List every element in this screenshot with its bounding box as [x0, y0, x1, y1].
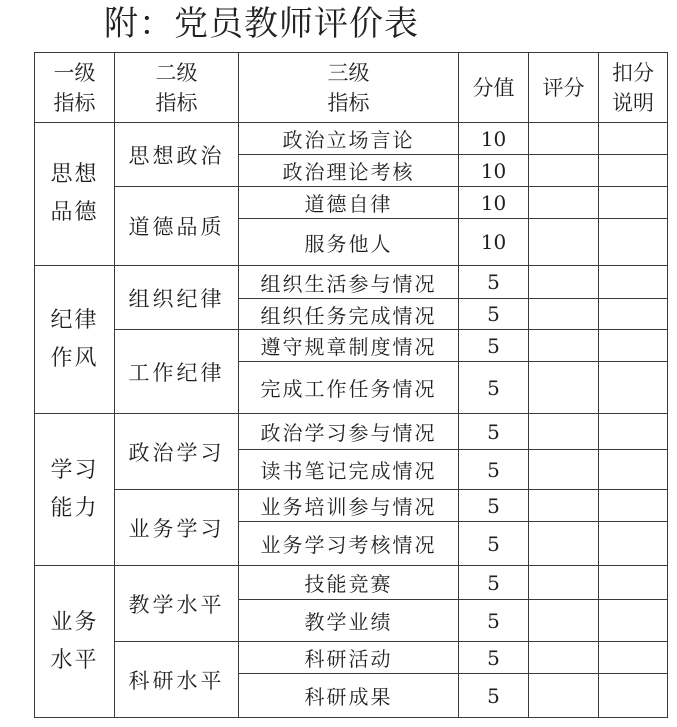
deduction-cell[interactable]	[599, 450, 668, 490]
table-row	[35, 266, 668, 299]
header-level1-line2: 指标	[53, 90, 96, 115]
level1-text-line1: 纪律	[50, 307, 99, 333]
level1-text-line2: 品德	[50, 200, 99, 225]
score-cell: 10	[459, 187, 529, 219]
deduction-cell[interactable]	[599, 155, 668, 187]
rating-cell[interactable]	[529, 266, 599, 299]
level1-cell	[35, 123, 115, 266]
header-level3-line1: 三级	[327, 60, 370, 85]
header-rating: 评分	[529, 53, 599, 123]
level3-cell: 组织生活参与情况	[239, 266, 459, 299]
header-level1-line1: 一级	[53, 60, 96, 85]
level1-text-line1: 思想	[50, 162, 99, 187]
level3-cell: 科研成果	[239, 674, 459, 718]
table-row	[35, 123, 668, 155]
table-row	[35, 187, 668, 219]
rating-cell[interactable]	[529, 219, 599, 266]
deduction-cell[interactable]	[599, 187, 668, 219]
rating-cell[interactable]	[529, 330, 599, 362]
rating-cell[interactable]	[529, 299, 599, 330]
header-level2	[115, 53, 239, 123]
deduction-cell[interactable]	[599, 414, 668, 450]
level1-cell	[35, 566, 115, 718]
deduction-cell[interactable]	[599, 566, 668, 600]
level3-cell: 科研活动	[239, 642, 459, 674]
deduction-cell[interactable]	[599, 642, 668, 674]
table-row	[35, 414, 668, 450]
level1-text-line1: 学习	[50, 457, 99, 483]
table-row	[35, 566, 668, 600]
score-cell: 5	[459, 330, 529, 362]
deduction-cell[interactable]	[599, 266, 668, 299]
level3-cell: 完成工作任务情况	[239, 362, 459, 414]
score-cell: 5	[459, 362, 529, 414]
score-cell: 10	[459, 123, 529, 155]
level1-text-line1: 业务	[50, 609, 99, 635]
level2-cell: 业务学习	[115, 490, 239, 566]
rating-cell[interactable]	[529, 642, 599, 674]
level3-cell: 业务培训参与情况	[239, 490, 459, 522]
header-row	[35, 53, 668, 123]
header-deduction-line2: 说明	[612, 90, 654, 115]
level1-cell	[35, 266, 115, 414]
header-level3	[239, 53, 459, 123]
level2-cell: 教学水平	[115, 566, 239, 642]
header-score: 分值	[459, 53, 529, 123]
rating-cell[interactable]	[529, 490, 599, 522]
table-row	[35, 490, 668, 522]
deduction-cell[interactable]	[599, 490, 668, 522]
score-cell: 5	[459, 266, 529, 299]
deduction-cell[interactable]	[599, 362, 668, 414]
level3-cell: 教学业绩	[239, 600, 459, 642]
deduction-cell[interactable]	[599, 123, 668, 155]
rating-cell[interactable]	[529, 522, 599, 566]
level3-cell: 技能竞赛	[239, 566, 459, 600]
level2-cell: 道德品质	[115, 187, 239, 266]
rating-cell[interactable]	[529, 674, 599, 718]
score-cell: 10	[459, 155, 529, 187]
header-level1	[35, 53, 115, 123]
deduction-cell[interactable]	[599, 299, 668, 330]
score-cell: 5	[459, 414, 529, 450]
deduction-cell[interactable]	[599, 674, 668, 718]
level2-cell: 政治学习	[115, 414, 239, 490]
score-cell: 5	[459, 674, 529, 718]
score-cell: 5	[459, 566, 529, 600]
level1-text-line2: 水平	[50, 647, 99, 673]
page-title: 附：党员教师评价表	[104, 4, 419, 44]
level3-cell: 遵守规章制度情况	[239, 330, 459, 362]
header-deduction-line1: 扣分	[612, 60, 654, 85]
table-row	[35, 330, 668, 362]
header-level2-line1: 二级	[155, 60, 198, 85]
score-cell: 5	[459, 600, 529, 642]
level2-cell: 科研水平	[115, 642, 239, 718]
score-cell: 5	[459, 299, 529, 330]
rating-cell[interactable]	[529, 566, 599, 600]
level3-cell: 道德自律	[239, 187, 459, 219]
score-cell: 5	[459, 642, 529, 674]
rating-cell[interactable]	[529, 450, 599, 490]
level1-text-line2: 作风	[50, 345, 99, 371]
rating-cell[interactable]	[529, 155, 599, 187]
level1-text-line2: 能力	[50, 495, 99, 521]
level2-cell: 工作纪律	[115, 330, 239, 414]
rating-cell[interactable]	[529, 187, 599, 219]
level2-cell: 组织纪律	[115, 266, 239, 330]
rating-cell[interactable]	[529, 362, 599, 414]
header-deduction	[599, 53, 668, 123]
score-cell: 10	[459, 219, 529, 266]
header-level3-line2: 指标	[327, 90, 370, 115]
deduction-cell[interactable]	[599, 522, 668, 566]
score-cell: 5	[459, 450, 529, 490]
level3-cell: 读书笔记完成情况	[239, 450, 459, 490]
level3-cell: 组织任务完成情况	[239, 299, 459, 330]
score-cell: 5	[459, 522, 529, 566]
rating-cell[interactable]	[529, 600, 599, 642]
level2-cell: 思想政治	[115, 123, 239, 187]
table-row	[35, 642, 668, 674]
header-level2-line2: 指标	[155, 90, 198, 115]
level1-cell	[35, 414, 115, 566]
level3-cell: 政治立场言论	[239, 123, 459, 155]
score-cell: 5	[459, 490, 529, 522]
level3-cell: 政治学习参与情况	[239, 414, 459, 450]
deduction-cell[interactable]	[599, 330, 668, 362]
level3-cell: 政治理论考核	[239, 155, 459, 187]
deduction-cell[interactable]	[599, 219, 668, 266]
evaluation-table	[34, 52, 668, 718]
level3-cell: 业务学习考核情况	[239, 522, 459, 566]
rating-cell[interactable]	[529, 414, 599, 450]
deduction-cell[interactable]	[599, 600, 668, 642]
level3-cell: 服务他人	[239, 219, 459, 266]
rating-cell[interactable]	[529, 123, 599, 155]
